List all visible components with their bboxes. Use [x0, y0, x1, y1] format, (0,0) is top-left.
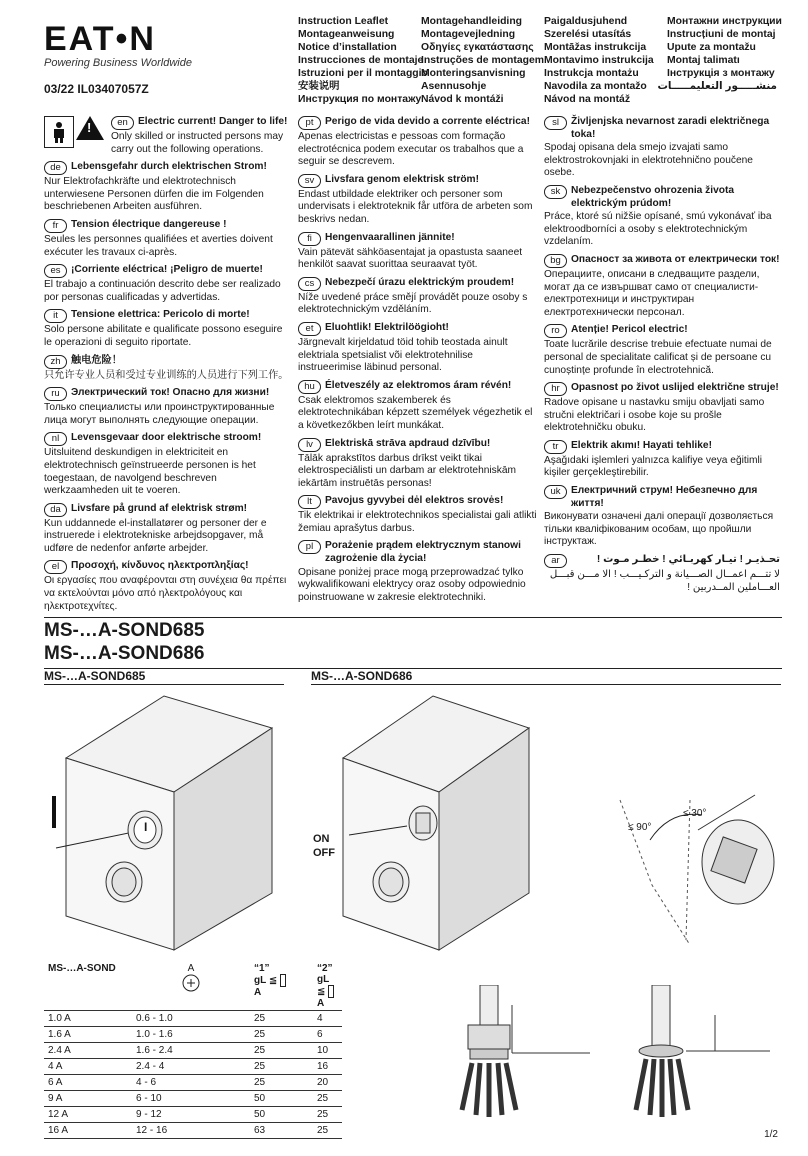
table-header [44, 962, 342, 1011]
warning-text: Csak elektromos szakemberek és elektrotechnikában képzett személyek végezhetik el a következőkben leírt munkákat. [298, 394, 533, 431]
warning-it [44, 309, 290, 349]
cable-gland-drawing-1 [440, 985, 590, 1120]
lang-code: hu [298, 380, 321, 394]
warning-text: Uitsluitend deskundigen in elektriciteit en elektrotechnisch geïnstrueerde personen is het toegestaan, de navolgend beschreven werkzaamheden uit te voeren. [44, 447, 256, 497]
table-row [44, 1027, 342, 1043]
warning-title: Életveszély az elektromos áram révén! [325, 379, 512, 391]
warning-es [44, 264, 290, 304]
cell-model: 2.4 A [44, 1043, 132, 1059]
cell-fuse-2: 20 [313, 1075, 342, 1091]
warning-title: Lebensgefahr durch elektrischen Strom! [71, 161, 267, 173]
warning-text: Seules les personnes qualifiées et averties doivent exécuter les travaux ci-après. [44, 233, 273, 258]
title-lv: Montāžas instrukcija [544, 42, 647, 53]
lang-code: pt [298, 116, 321, 130]
warning-sv [298, 174, 538, 227]
cell-model: 4 A [44, 1059, 132, 1075]
document-id: 03/22 IL03407057Z [44, 82, 149, 96]
cell-fuse-1: 25 [250, 1027, 313, 1043]
lang-code: nl [44, 432, 67, 446]
cell-range: 0.6 - 1.0 [132, 1011, 250, 1027]
cell-fuse-2: 6 [313, 1027, 342, 1043]
lang-code: sl [544, 116, 567, 130]
lang-code: sv [298, 174, 321, 188]
title-it: Istruzioni per il montaggio [298, 68, 428, 79]
title-sl: Navodila za montažo [544, 81, 647, 92]
header-model: MS-…A-SOND [48, 963, 116, 974]
warning-text: Tik elektrikai ir elektrotechnikos specialistai gali atlikti žemiau aprašytus darbus. [298, 510, 537, 534]
warning-title: Elektrik akımı! Hayati tehlike! [571, 439, 712, 451]
lang-code: zh [44, 355, 67, 369]
angle-30-label: ≤ 30° [683, 808, 707, 819]
cell-model: 12 A [44, 1107, 132, 1123]
lang-code: fi [298, 232, 321, 246]
title-nl: Montagehandleiding [421, 16, 523, 27]
lang-code: ru [44, 387, 67, 401]
cell-range: 4 - 6 [132, 1075, 250, 1091]
warning-hr [544, 382, 780, 435]
title-el: Οδηγίες εγκατάστασης [421, 42, 534, 53]
warning-column-2 [298, 116, 538, 609]
cell-fuse-2: 25 [313, 1091, 342, 1107]
title-sv: Monteringsanvisning [421, 68, 526, 79]
warning-text: Kun uddannede el-installatører og personer der e instruerede i elektrotekniske arbejdsopgaver, må udføre de nedenfor anførte arbejder. [44, 517, 267, 554]
warning-title: Porażenie prądem elektrycznym stanowi zagrożenie dla życia! [325, 540, 521, 565]
warning-text: Solo persone abilitate e qualificate possono eseguire le operazioni di seguito riportate. [44, 324, 283, 348]
title-bg: Монтажни инструкции [667, 16, 782, 27]
title-da: Montagevejledning [421, 29, 516, 40]
warning-text: Endast utbildade elektriker och personer som undervisats i elektroteknik får utföra de arbeten som beskrivs nedan. [298, 188, 533, 225]
warning-text: Toate lucrările descrise trebuie efectuate numai de personal de specialitate calificat și de persoane cu cunoștințe profunde în electrotehnică. [544, 339, 772, 376]
title-lt: Montavimo instrukcija [544, 55, 654, 66]
cell-range: 9 - 12 [132, 1107, 250, 1123]
cell-model: 1.6 A [44, 1027, 132, 1043]
page-number: 1/2 [764, 1129, 778, 1140]
warning-title: Livsfare på grund af elektrisk strøm! [71, 502, 248, 514]
warning-text: Vain pätevät sähköasentajat ja opastusta saaneet henkilöt saavat suorittaa seuraavat työt. [298, 246, 523, 271]
warning-bg [544, 254, 780, 319]
fuse-1-label: “1” [254, 963, 270, 974]
warning-cs [298, 277, 538, 317]
lang-code: ar [544, 554, 567, 568]
warning-text: Виконувати означені далі операції дозволяється тільки кваліфікованим особам, що пройшли інструктаж. [544, 511, 774, 548]
warning-fi [298, 232, 538, 272]
cell-range: 12 - 16 [132, 1123, 250, 1139]
warning-title: Življenjska nevarnost zaradi električnega toka! [571, 116, 770, 140]
cell-fuse-2: 25 [313, 1123, 342, 1139]
title-fi: Asennusohje [421, 81, 487, 92]
tagline: Powering Business Worldwide [44, 57, 192, 69]
warning-text: Níže uvedené práce smějí provádět pouze osoby s elektrotechnickým vzděláním. [298, 291, 528, 316]
lang-code: et [298, 322, 321, 336]
warning-column-3 [544, 116, 780, 599]
table-row [44, 1123, 342, 1139]
enclosure-685-drawing [44, 688, 294, 953]
title-column-3 [544, 15, 654, 106]
table-row [44, 1043, 342, 1059]
header-a: A [187, 963, 195, 974]
warning-column-1 [44, 116, 290, 618]
cell-range: 1.0 - 1.6 [132, 1027, 250, 1043]
table-row [44, 1011, 342, 1027]
warning-title: Atenție! Pericol electric! [571, 324, 688, 336]
warning-title: Nebezpečenstvo ohrozenia života elektrickým prúdom! [571, 184, 735, 209]
model-title-685: MS-…A-SOND685 [44, 620, 205, 641]
title-fr: Notice d’installation [298, 42, 397, 53]
cell-range: 1.6 - 2.4 [132, 1043, 250, 1059]
warning-da [44, 503, 290, 556]
lang-code: fr [44, 219, 67, 233]
warning-lv [298, 438, 538, 491]
cell-fuse-2: 4 [313, 1011, 342, 1027]
a-2-label: A [317, 998, 325, 1009]
warning-uk [544, 485, 780, 549]
cell-model: 16 A [44, 1123, 132, 1139]
lang-code: en [111, 116, 134, 130]
warning-title: Eluohtlik! Elektrilöögioht! [325, 321, 449, 333]
warning-de [44, 161, 290, 214]
title-sk: Návod na montáž [544, 94, 631, 105]
warning-title: Электрический ток! Опасно для жизни! [71, 387, 270, 399]
title-en: Instruction Leaflet [298, 16, 389, 27]
warning-title: Опасност за живота от електрически ток! [571, 253, 780, 265]
gl-2-label: gL ≦ [317, 974, 330, 998]
warning-text: Οι εργασίες που αναφέρονται στη συνέχεια θα πρέπει να εκτελούνται μόνο από ηλεκτρολόγους και ηλεκτροτεχνίτες. [44, 575, 287, 612]
cell-range: 6 - 10 [132, 1091, 250, 1107]
cable-gland-drawing-2 [620, 985, 770, 1120]
warning-en [44, 116, 290, 156]
lang-code: pl [298, 540, 321, 554]
warning-text: Только специалисты или проинструктированные лица могут выполнять следующие операции. [44, 402, 275, 426]
warning-title: Προσοχή, κίνδυνος ηλεκτροπληξίας! [71, 560, 249, 572]
warning-sl [544, 116, 780, 180]
warning-ro [544, 324, 780, 377]
lang-code: da [44, 503, 67, 517]
warning-title: Levensgevaar door elektrische stroom! [71, 432, 262, 444]
cell-model: 1.0 A [44, 1011, 132, 1027]
warning-el [44, 560, 290, 613]
table-row [44, 1107, 342, 1123]
title-column-1 [298, 15, 428, 106]
warning-title: تحـذيـر ! تيـار كهربـائي ! خطـر مـوت ! [596, 554, 780, 566]
title-et: Paigaldusjuhend [544, 16, 628, 27]
title-pl: Instrukcja montażu [544, 68, 639, 79]
title-cs: Návod k montáži [421, 94, 504, 105]
lang-code: hr [544, 382, 567, 396]
warning-title: Nebezpečí úrazu elektrickým proudem! [325, 276, 515, 288]
warning-title: Electric current! Danger to life! [138, 116, 288, 127]
on-label: ON [313, 833, 330, 845]
title-tr: Montaj talimatı [667, 55, 740, 66]
warning-ru [44, 387, 290, 427]
warning-text: Apenas electricistas e pessoas com formação electrotécnica podem executar os trabalhos que a seguir se descrevem. [298, 131, 524, 168]
divider [44, 684, 284, 685]
warning-lt [298, 495, 538, 535]
lang-code: es [44, 264, 67, 278]
figure-label-685: MS-…A-SOND685 [44, 669, 146, 683]
selection-table [44, 962, 342, 1139]
lang-code: cs [298, 277, 321, 291]
warning-pt [298, 116, 538, 169]
warning-pl [298, 540, 538, 604]
warning-text: 只允许专业人员和受过专业训练的人员进行下列工作。 [44, 369, 289, 381]
a-1-label: A [254, 987, 262, 998]
cell-fuse-1: 25 [250, 1059, 313, 1075]
warning-title: Perigo de vida devido a corrente eléctrica! [325, 116, 530, 127]
cell-model: 9 A [44, 1091, 132, 1107]
lang-code: tr [544, 440, 567, 454]
off-label: OFF [313, 847, 335, 859]
warning-title: Електричний струм! Небезпечно для життя! [571, 485, 758, 509]
warning-zh [44, 355, 290, 383]
warning-title: Tension électrique dangereuse ! [71, 218, 227, 230]
warning-title: Pavojus gyvybei dėl elektros srovės! [325, 495, 504, 507]
title-es: Instrucciones de montaje [298, 55, 424, 66]
warning-text: Järgnevalt kirjeldatud töid tohib teostada ainult elektriala spetsialist või elektrotehnilise instrueerimise läbinud personal. [298, 336, 508, 374]
table-row [44, 1091, 342, 1107]
title-column-4 [657, 15, 782, 93]
lang-code: sk [544, 185, 567, 199]
fuse-icon [328, 985, 334, 998]
figure-label-686: MS-…A-SOND686 [311, 669, 413, 683]
warning-text: Tālāk aprakstītos darbus drīkst veikt tikai elektrospeciālisti un darbam ar elektrotehniskām iekārtām instruētās personas! [298, 452, 517, 489]
warning-text: El trabajo a continuación descrito debe ser realizado por personas cualificadas y advertidas. [44, 279, 281, 303]
divider [44, 668, 782, 669]
warning-title: Livsfara genom elektrisk ström! [325, 173, 480, 185]
cell-fuse-1: 25 [250, 1011, 313, 1027]
title-hu: Szerelési utasítás [544, 29, 632, 40]
header-fuse-2 [313, 962, 342, 1011]
warning-text: Spodaj opisana dela smejo izvajati samo elektrostrokovnjaki in elektrotehnično poučene osebe. [544, 142, 753, 179]
qualified-person-icon [44, 116, 74, 148]
title-pt: Instruções de montagem [421, 55, 544, 66]
header-fuse-1 [250, 962, 313, 1011]
warning-title: Opasnost po život uslijed električne struje! [571, 382, 779, 394]
table-row [44, 1075, 342, 1091]
title-ar: منشـــــور التعليمـــــات [657, 81, 777, 92]
cell-range: 2.4 - 4 [132, 1059, 250, 1075]
warning-fr [44, 219, 290, 259]
model-title-686: MS-…A-SOND686 [44, 643, 205, 664]
warning-tr [544, 440, 780, 480]
warning-text: Операциите, описани в следващите раздели, могат да се извършват само от специалисти-електротехници и инструктиран електротехнически персонал. [544, 268, 760, 318]
cell-fuse-1: 50 [250, 1107, 313, 1123]
title-column-2 [421, 15, 544, 106]
warning-sk [544, 185, 780, 249]
warning-text: Nur Elektrofachkräfte und elektrotechnisch unterwiesene Personen dürfen die im Folgenden beschriebenen Arbeiten ausführen. [44, 176, 264, 213]
warning-hu [298, 380, 538, 433]
warning-title: ¡Corriente eléctrica! ¡Peligro de muerte! [71, 264, 263, 276]
title-hr: Upute za montažu [667, 42, 756, 53]
warning-title: 触电危险！ [71, 354, 122, 366]
eaton-logo: EAT•N [44, 20, 156, 58]
on-button-mark: I [144, 820, 148, 834]
divider [44, 617, 782, 618]
electric-hazard-icon: ! [76, 116, 104, 140]
warning-text: لا تتـــم اعمــال الصـــيانة و التركـيـــب ! الا مـــن قبـــل العـــاملين المــدربين ! [549, 569, 780, 593]
title-ro: Instrucțiuni de montaj [667, 29, 776, 40]
cell-fuse-2: 25 [313, 1107, 342, 1123]
table-row [44, 1059, 342, 1075]
enclosure-686-drawing [311, 688, 541, 953]
title-ru: Инструкция по монтажу [298, 94, 422, 105]
angle-90-label: ≤ 90° [628, 822, 652, 833]
lang-code: lv [298, 438, 321, 452]
cell-fuse-1: 25 [250, 1075, 313, 1091]
warning-icons [44, 116, 104, 148]
warning-et [298, 322, 538, 375]
lang-code: de [44, 161, 67, 175]
cell-fuse-1: 25 [250, 1043, 313, 1059]
warning-text: Práce, ktoré sú nižšie opísané, smú vykonávať iba elektroodborníci a osoby s elektrotechnickým vzdelaním. [544, 211, 772, 248]
divider [311, 684, 781, 685]
lang-code: uk [544, 485, 567, 499]
lang-code: it [44, 309, 67, 323]
cell-model: 6 A [44, 1075, 132, 1091]
lang-code: ro [544, 324, 567, 338]
cell-fuse-2: 16 [313, 1059, 342, 1075]
title-uk: Інструкція з монтажу [667, 68, 775, 79]
warning-title: Elektriskā strāva apdraud dzīvību! [325, 437, 491, 449]
warning-text: Opisane poniżej prace mogą przeprowadzać tylko wykwalifikowani elektrycy oraz osoby odpowiednio poinstruowane w zakresie elektrotechniki. [298, 566, 526, 603]
lang-code: bg [544, 254, 567, 268]
warning-title: Tensione elettrica: Pericolo di morte! [71, 309, 250, 321]
gl-1-label: gL ≦ [254, 975, 278, 987]
cell-fuse-1: 63 [250, 1123, 313, 1139]
fuse-2-label: “2” [317, 963, 333, 974]
dial-icon [136, 974, 246, 995]
title-zh: 安装说明 [298, 81, 340, 92]
header-range [132, 962, 250, 1011]
warning-nl [44, 432, 290, 497]
lang-code: el [44, 560, 67, 574]
warning-text: Only skilled or instructed persons may carry out the following operations. [111, 131, 284, 155]
warning-ar [544, 554, 780, 594]
cell-fuse-2: 10 [313, 1043, 342, 1059]
title-de: Montageanweisung [298, 29, 395, 40]
warning-title: Hengenvaarallinen jännite! [325, 231, 455, 243]
warning-text: Aşağıdaki işlemleri yalnızca kalifiye veya eğitimli kişiler gerçekleştirebilir. [544, 454, 762, 479]
warning-text: Radove opisane u nastavku smiju obavljati samo stručni električari i osobe koje su prošle elektrotehničku obuku. [544, 397, 765, 434]
lang-code: lt [298, 495, 321, 509]
fuse-icon [280, 974, 286, 987]
cell-fuse-1: 50 [250, 1091, 313, 1107]
